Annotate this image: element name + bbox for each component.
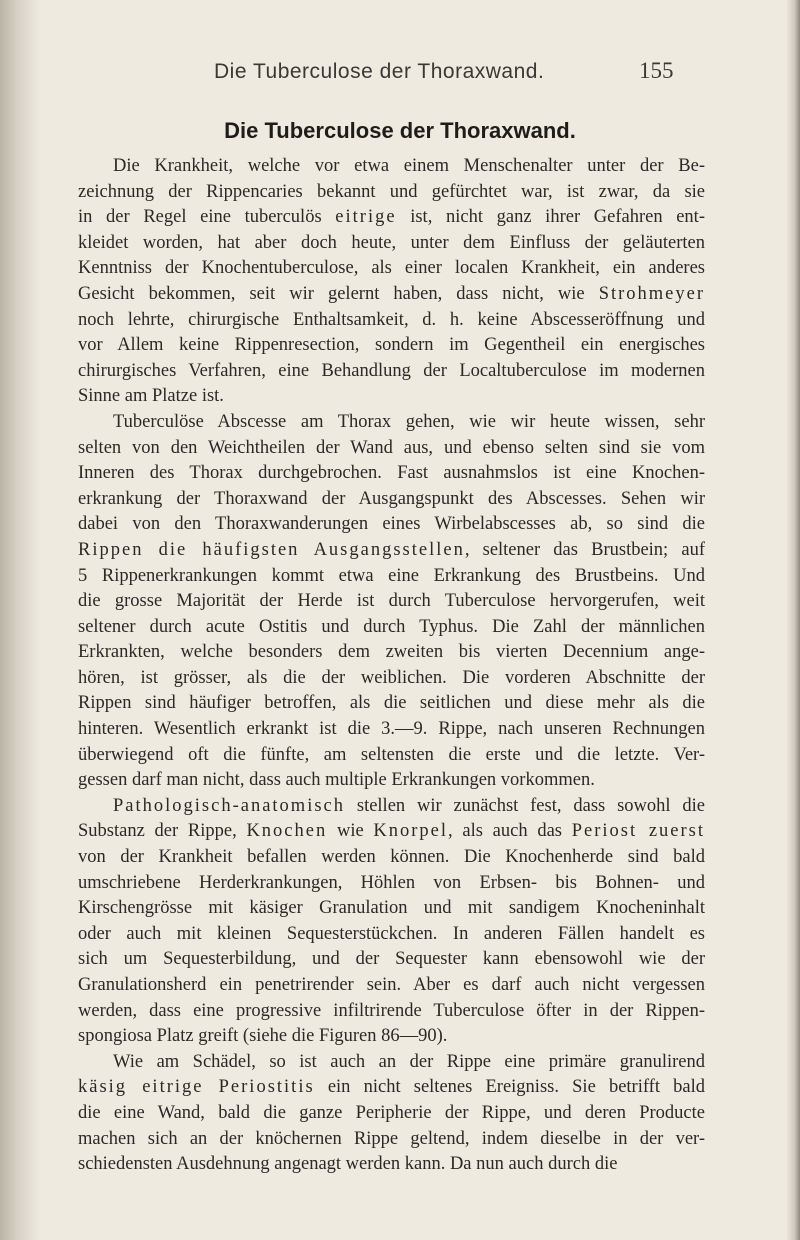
paragraph xyxy=(78,410,705,794)
text-run: ist, nicht ganz ihrer Gefahren ent- xyxy=(396,207,705,228)
text-line xyxy=(78,896,705,922)
text-run: noch lehrte, chirurgische Enthaltsamkeit, d. h. keine Abscesseröffnung und xyxy=(78,309,705,330)
text-line xyxy=(78,947,705,973)
section-heading: Die Tuberculose der Thoraxwand. xyxy=(224,118,576,143)
text-run: Wie am Schädel, so ist auch an der Rippe eine primäre granulirend xyxy=(113,1051,705,1072)
text-run: spongiosa Platz greift (siehe die Figuren 86—90). xyxy=(78,1026,448,1047)
text-line xyxy=(78,564,705,590)
text-line xyxy=(78,1127,705,1153)
text-run: stellen wir zunächst fest, dass sowohl die xyxy=(345,795,705,816)
text-line xyxy=(78,1152,705,1178)
text-line xyxy=(78,691,705,717)
spaced-emphasis: eitrige xyxy=(335,207,397,228)
text-line xyxy=(78,154,705,180)
text-run: oder auch mit kleinen Sequesterstückchen. In anderen Fällen handelt es xyxy=(78,923,705,944)
text-line xyxy=(78,743,705,769)
spaced-emphasis: Knochen xyxy=(246,821,328,842)
text-line xyxy=(78,1024,705,1050)
spaced-emphasis: Periost zuerst xyxy=(571,821,705,842)
text-run: Kirschengrösse mit käsiger Granulation und mit sandigem Knocheninhalt xyxy=(78,898,705,919)
text-line xyxy=(78,1075,705,1101)
text-run: , seltener das Brustbein; auf xyxy=(464,539,705,560)
text-run: werden, dass eine progressive infiltrirende Tuberculose öfter in der Rippen- xyxy=(78,1000,705,1021)
running-head xyxy=(0,58,800,88)
text-run: Die Krankheit, welche vor etwa einem Menschenalter unter der Be- xyxy=(113,156,705,176)
text-line xyxy=(78,282,705,308)
page-edge xyxy=(786,0,800,1240)
text-run: chirurgisches Verfahren, eine Behandlung der Localtuberculose im modernen xyxy=(78,360,705,381)
text-line xyxy=(78,615,705,641)
text-run: hören, ist grösser, als die der weiblichen. Die vorderen Abschnitte der xyxy=(78,667,705,688)
page-gutter-shadow xyxy=(0,0,40,1240)
text-run: dabei von den Thoraxwanderungen eines Wirbelabscesses ab, so sind die xyxy=(78,514,705,535)
spaced-emphasis: Knorpel xyxy=(373,821,449,842)
text-run: Erkrankten, welche besonders dem zweiten bis vierten Decennium ange- xyxy=(78,642,705,663)
text-line xyxy=(78,205,705,231)
text-run: ein nicht seltenes Ereigniss. Sie betrifft bald xyxy=(314,1077,705,1098)
text-run: Rippen sind häufiger betroffen, als die seitlichen und diese mehr als die xyxy=(78,693,705,714)
text-run: wie xyxy=(327,821,374,842)
text-run: Gesicht bekommen, seit wir gelernt haben, dass nicht, wie xyxy=(78,283,599,304)
text-run: Tuberculöse Abscesse am Thorax gehen, wie wir heute wissen, sehr xyxy=(113,411,705,432)
page-number: 155 xyxy=(639,58,674,83)
text-line xyxy=(78,666,705,692)
text-line xyxy=(78,231,705,257)
text-line xyxy=(78,308,705,334)
spaced-emphasis: Rippen die häufigsten Ausgangsstellen xyxy=(78,539,465,560)
running-title: Die Tuberculose der Thoraxwand. xyxy=(214,60,545,83)
text-line xyxy=(78,436,705,462)
text-run: , als auch das xyxy=(448,821,572,842)
text-run: schiedensten Ausdehnung angenagt werden kann. Da nun auch durch die xyxy=(78,1154,618,1175)
text-line xyxy=(78,180,705,206)
text-run: seltener durch acute Ostitis und durch Typhus. Die Zahl der männlichen xyxy=(78,616,705,637)
text-run: Granulationsherd ein penetrirender sein. Aber es darf auch nicht vergessen xyxy=(78,975,705,995)
text-line xyxy=(78,589,705,615)
text-run: selten von den Weichtheilen der Wand aus, und ebenso selten sind sie vom xyxy=(78,437,705,458)
text-run: von der Krankheit befallen werden können. Die Knochenherde sind bald xyxy=(78,847,705,868)
text-run: überwiegend oft die fünfte, am seltensten die erste und die letzte. Ver- xyxy=(78,744,705,765)
paragraph xyxy=(78,794,705,1050)
text-run: machen sich an der knöchernen Rippe geltend, indem dieselbe in der ver- xyxy=(78,1128,705,1149)
text-line xyxy=(78,845,705,871)
text-line xyxy=(78,538,705,564)
body-text xyxy=(78,154,705,1178)
text-run: 5 Rippenerkrankungen kommt etwa eine Erkrankung des Brustbeins. Und xyxy=(78,565,705,586)
text-run: hinteren. Wesentlich erkrankt ist die 3.—9. Rippe, nach unseren Rechnungen xyxy=(78,719,705,740)
text-run: sich um Sequesterbildung, und der Sequester kann ebensowohl wie der xyxy=(78,949,705,970)
spaced-emphasis: Pathologisch-anatomisch xyxy=(113,795,345,816)
text-line xyxy=(78,871,705,897)
text-run: umschriebene Herderkrankungen, Höhlen von Erbsen- bis Bohnen- und xyxy=(78,872,705,893)
text-line xyxy=(78,768,705,794)
text-run: die grosse Majorität der Herde ist durch Tuberculose hervorgerufen, weit xyxy=(78,591,705,612)
text-run: zeichnung der Rippencaries bekannt und gefürchtet war, ist zwar, da sie xyxy=(78,181,705,202)
paragraph xyxy=(78,154,705,410)
text-run: Inneren des Thorax durchgebrochen. Fast ausnahmslos ist eine Knochen- xyxy=(78,463,705,484)
text-line xyxy=(78,640,705,666)
text-line xyxy=(78,973,705,999)
text-line xyxy=(78,487,705,513)
text-line xyxy=(78,256,705,282)
text-run: erkrankung der Thoraxwand der Ausgangspunkt des Abscesses. Sehen wir xyxy=(78,488,705,509)
text-line xyxy=(78,410,705,436)
text-line xyxy=(78,794,705,820)
text-line xyxy=(78,717,705,743)
text-line xyxy=(78,819,705,845)
text-run: gessen darf man nicht, dass auch multiple Erkrankungen vorkommen. xyxy=(78,770,595,791)
text-line xyxy=(78,461,705,487)
text-run: Sinne am Platze ist. xyxy=(78,386,224,407)
text-run: die eine Wand, bald die ganze Peripherie der Rippe, und deren Producte xyxy=(78,1102,705,1123)
text-line xyxy=(78,1101,705,1127)
text-run: vor Allem keine Rippenresection, sondern im Gegentheil ein energisches xyxy=(78,335,705,356)
text-run: kleidet worden, hat aber doch heute, unter dem Einfluss der geläuterten xyxy=(78,232,705,253)
paragraph xyxy=(78,1050,705,1178)
spaced-emphasis: Strohmeyer xyxy=(598,283,705,304)
text-line xyxy=(78,359,705,385)
text-line xyxy=(78,333,705,359)
text-run: Substanz der Rippe, xyxy=(78,821,247,842)
text-line xyxy=(78,999,705,1025)
text-line xyxy=(78,512,705,538)
text-run: Kenntniss der Knochentuberculose, als einer localen Krankheit, ein anderes xyxy=(78,258,705,279)
text-run: in der Regel eine tuberculös xyxy=(78,207,336,228)
text-line xyxy=(78,922,705,948)
spaced-emphasis: käsig eitrige Periostitis xyxy=(78,1077,315,1098)
text-line xyxy=(78,384,705,410)
text-line xyxy=(78,1050,705,1076)
